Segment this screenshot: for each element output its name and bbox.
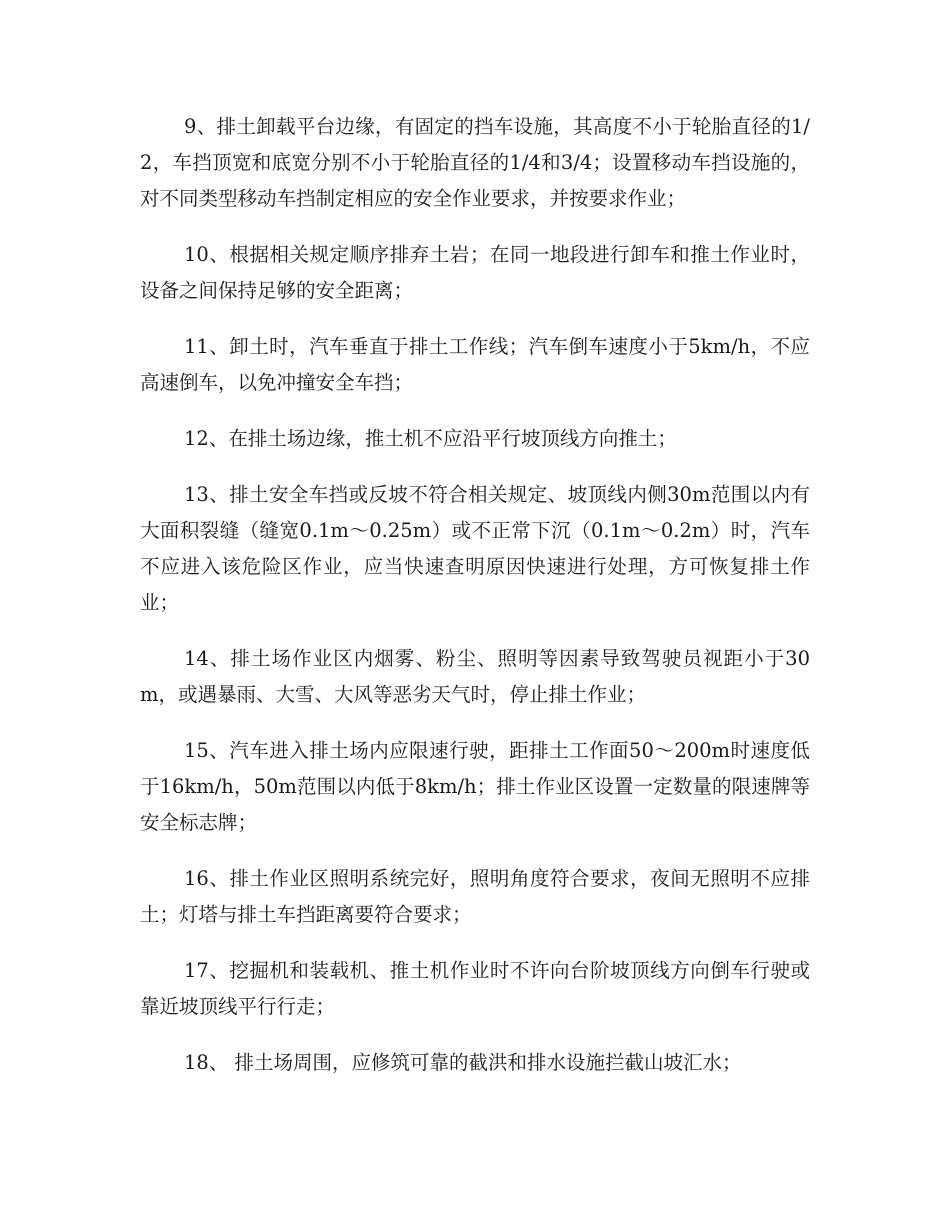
paragraph-item-17: 17、挖掘机和装载机、推土机作业时不许向台阶坡顶线方向倒车行驶或靠近坡顶线平行行走； bbox=[140, 959, 810, 1018]
paragraph-item-11: 11、卸土时，汽车垂直于排土工作线；汽车倒车速度小于5km/h，不应高速倒车，以免冲撞安全车挡； bbox=[140, 335, 810, 394]
paragraph-item-16: 16、排土作业区照明系统完好，照明角度符合要求，夜间无照明不应排土；灯塔与排土车挡距离要符合要求； bbox=[140, 867, 810, 926]
paragraph-item-15: 15、汽车进入排土场内应限速行驶，距排土工作面50～200m时速度低于16km/h，50m范围以内低于8km/h；排土作业区设置一定数量的限速牌等安全标志牌； bbox=[140, 739, 810, 834]
paragraph-item-12: 12、在排土场边缘，推土机不应沿平行坡顶线方向推土； bbox=[184, 427, 677, 450]
paragraph-item-10: 10、根据相关规定顺序排弃土岩；在同一地段进行卸车和推土作业时，设备之间保持足够的安全距离； bbox=[140, 243, 810, 302]
paragraph-item-13: 13、排土安全车挡或反坡不符合相关规定、坡顶线内侧30m范围以内有大面积裂缝（缝宽0.1m～0.25m）或不正常下沉（0.1m～0.2m）时，汽车不应进入该危险区作业，应当快速查明原因快速进行处理，方可恢复排土作业； bbox=[140, 483, 810, 614]
document-body bbox=[140, 109, 810, 1101]
paragraph-item-18: 18、 排土场周围，应修筑可靠的截洪和排水设施拦截山坡汇水； bbox=[184, 1051, 742, 1074]
paragraph-item-14: 14、排土场作业区内烟雾、粉尘、照明等因素导致驾驶员视距小于30m，或遇暴雨、大雪、大风等恶劣天气时，停止排土作业； bbox=[140, 647, 810, 706]
paragraph-item-9: 9、排土卸载平台边缘，有固定的挡车设施，其高度不小于轮胎直径的1/2，车挡顶宽和底宽分别不小于轮胎直径的1/4和3/4；设置移动车挡设施的，对不同类型移动车挡制定相应的安全作业要求，并按要求作业； bbox=[140, 115, 810, 210]
